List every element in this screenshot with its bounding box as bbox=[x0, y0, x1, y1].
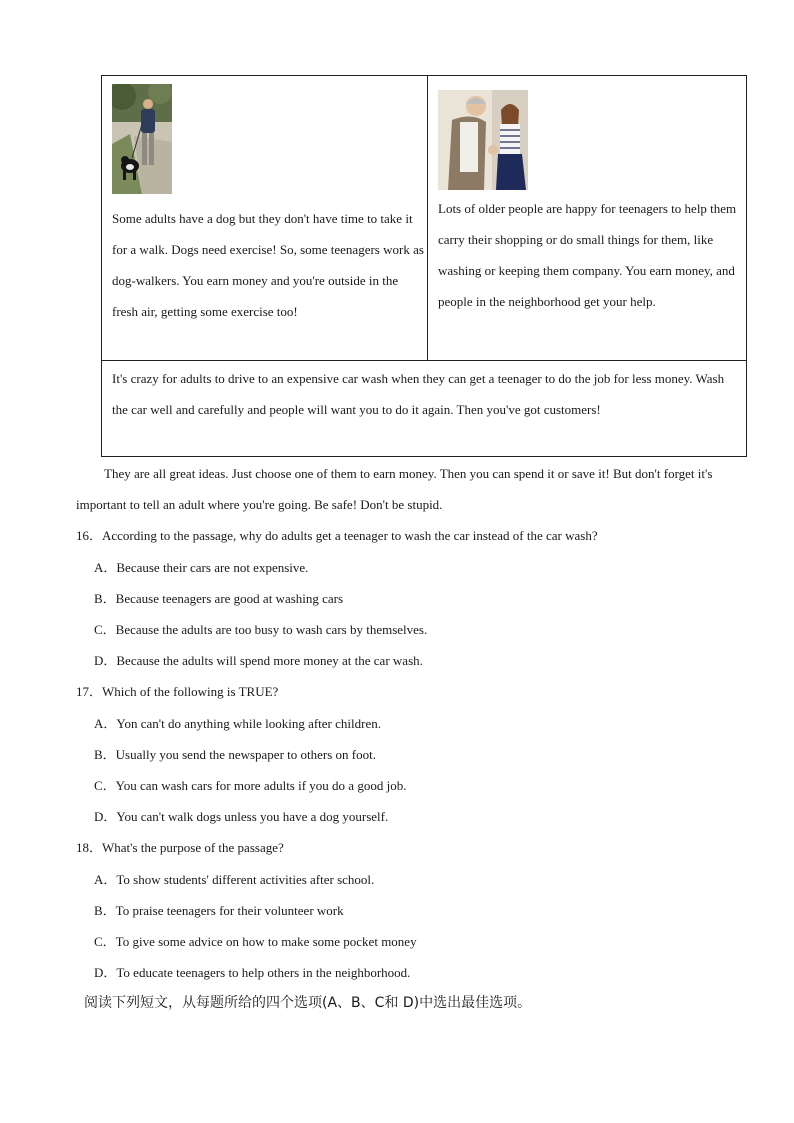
dog-walker-cell bbox=[102, 76, 428, 360]
question-18-option-b: B．To praise teenagers for their volunteer work bbox=[94, 903, 344, 918]
dog-walker-photo bbox=[112, 84, 172, 194]
question-18-option-c: C．To give some advice on how to make some pocket money bbox=[94, 934, 417, 949]
question-17-option-b: B．Usually you send the newspaper to others on foot. bbox=[94, 747, 376, 762]
question-16-option-c: C．Because the adults are too busy to wash cars by themselves. bbox=[94, 622, 428, 637]
car-wash-text: It's crazy for adults to drive to an expensive car wash when they can get a teenager to do the job for less money. Wash the car well and carefully and people will want you to do it again. Then you've got customers! bbox=[112, 371, 725, 417]
question-18: 18．What's the purpose of the passage? bbox=[76, 840, 284, 855]
car-wash-cell bbox=[102, 360, 746, 456]
question-16: 16．According to the passage, why do adults get a teenager to wash the car instead of the car wash? bbox=[76, 528, 598, 543]
question-18-option-a: A．To show students' different activities after school. bbox=[94, 872, 375, 887]
helping-elderly-photo bbox=[438, 90, 528, 190]
question-17-option-d: D．You can't walk dogs unless you have a dog yourself. bbox=[94, 809, 389, 824]
question-16-option-d: D．Because the adults will spend more money at the car wash. bbox=[94, 653, 423, 668]
helping-elderly-text: Lots of older people are happy for teenagers to help them carry their shopping or do small things for them, like washing or keeping them company. You earn money, and people in the neighborhood get your help. bbox=[438, 201, 737, 309]
question-18-option-d: D．To educate teenagers to help others in the neighborhood. bbox=[94, 965, 411, 980]
question-16-option-b: B．Because teenagers are good at washing cars bbox=[94, 591, 344, 606]
closing-paragraph: They are all great ideas. Just choose one of them to earn money. Then you can spend it or save it! But don't forget it's important to tell an adult where you're going. Be safe! Don't be stupid. bbox=[76, 466, 713, 512]
helping-elderly-cell bbox=[428, 76, 746, 360]
dog-walker-text: Some adults have a dog but they don't have time to take it for a walk. Dogs need exercise! So, some teenagers work as dog-walkers. You earn money and you're outside in the fresh air, getting some exercise too! bbox=[112, 211, 424, 319]
section-instruction: 阅读下列短文，从每题所给的四个选项(A、B、C和 D)中选出最佳选项。 bbox=[84, 995, 532, 1011]
question-17-option-a: A．Yon can't do anything while looking after children. bbox=[94, 716, 381, 731]
passage-table bbox=[101, 75, 747, 457]
question-17: 17．Which of the following is TRUE? bbox=[76, 684, 279, 699]
question-16-option-a: A．Because their cars are not expensive. bbox=[94, 560, 309, 575]
question-17-option-c: C．You can wash cars for more adults if you do a good job. bbox=[94, 778, 407, 793]
